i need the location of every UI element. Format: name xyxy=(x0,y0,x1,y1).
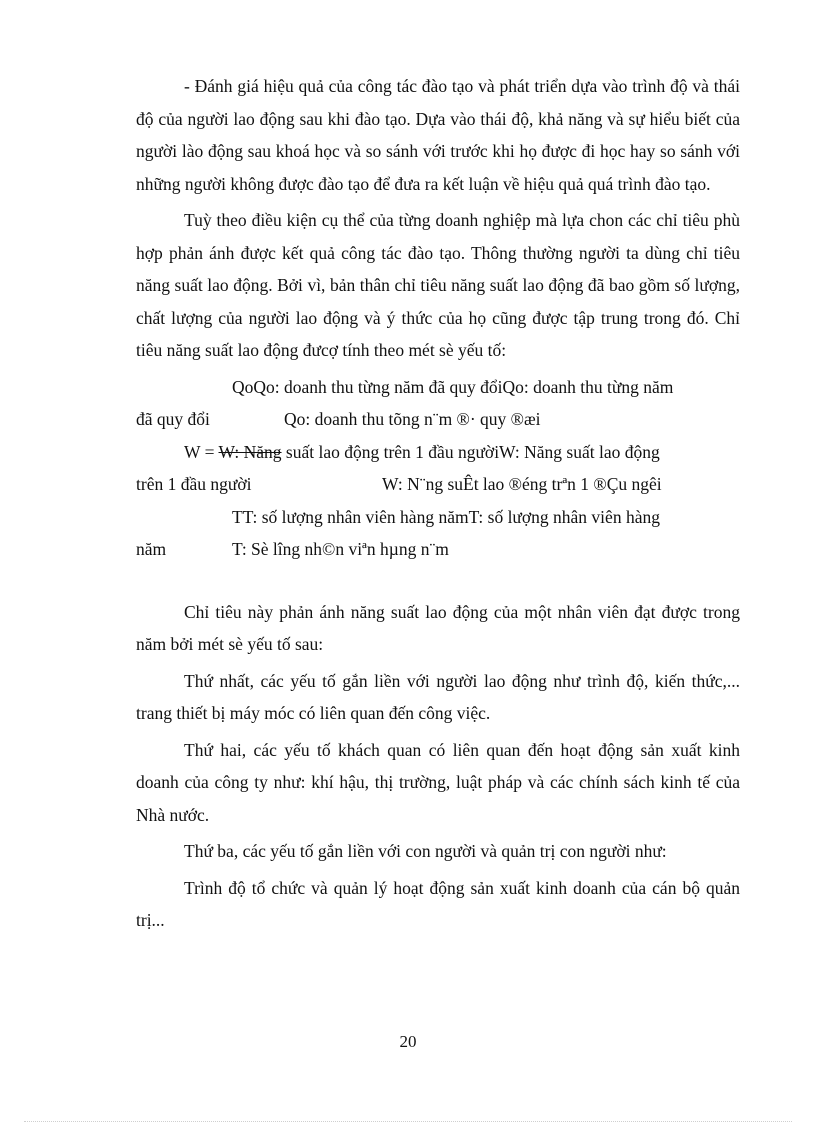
formula-line-4a: trên 1 đầu người xyxy=(136,474,252,494)
paragraph-management: Trình độ tổ chức và quản lý hoạt động sản xuất kinh doanh của cán bộ quản trị... xyxy=(136,877,740,930)
formula-line-4b: W: N¨ng suÊt lao ®éng trªn 1 ®Çu ngêi xyxy=(382,474,662,494)
paragraph-third-factor: Thứ ba, các yếu tố gắn liền với con người và quản trị con người như: xyxy=(184,841,667,861)
page-bottom-divider xyxy=(24,1121,792,1122)
paragraph-criteria: Tuỳ theo điều kiện cụ thể của từng doanh nghiệp mà lựa chon các chỉ tiêu phù hợp phản ánh được kết quả công tác đào tạo. Thông thường người ta dùng chỉ tiêu năng suất lao động. Bởi vì, bản thân chỉ tiêu năng suất lao động đã bao gồm số lượng, chất lượng của người lao động và ý thức của họ cũng được tập trung trong đó. Chỉ tiêu năng suất lao động đưcợ tính theo mét sè yếu tố: xyxy=(136,210,740,360)
page-number: 20 xyxy=(399,1032,417,1051)
formula-block xyxy=(136,371,740,566)
formula-w-equals: W = W: Năng suất lao động trên 1 đầu ngườiW: Năng suất lao động xyxy=(184,441,660,462)
paragraph-first-factor: Thứ nhất, các yếu tố gắn liền với người lao động như trình độ, kiến thức,... trang thiết bị máy móc có liên quan đến công việc. xyxy=(136,670,740,723)
formula-line-6b: T: Sè lîng nh©n viªn hµng n¨m xyxy=(232,539,449,559)
paragraph-evaluation: - Đánh giá hiệu quả của công tác đào tạo và phát triển dựa vào trình độ và thái độ của người lao động sau khi đào tạo. Dựa vào thái độ, khả năng và sự hiểu biết của người lào động sau khoá học và so sánh với trước khi họ được đi học hay so sánh với những người không được đào tạo để đưa ra kết luận về hiệu quả quá trình đào tạo. xyxy=(136,76,740,194)
body-text xyxy=(136,70,740,941)
paragraph-second-factor: Thứ hai, các yếu tố khách quan có liên quan đến hoạt động sản xuất kinh doanh của công ty như: khí hậu, thị trường, luật pháp và các chính sách kinh tế của Nhà nước. xyxy=(136,739,740,825)
formula-line-1: QoQo: doanh thu từng năm đã quy đổiQo: doanh thu từng năm xyxy=(232,376,674,397)
paragraph-explanation: Chỉ tiêu này phản ánh năng suất lao động của một nhân viên đạt được trong năm bởi mét sè yếu tố sau: xyxy=(136,601,740,654)
formula-line-2a: đã quy đổi xyxy=(136,409,210,429)
formula-line-5: TT: số lượng nhân viên hàng nămT: số lượng nhân viên hàng xyxy=(232,506,660,527)
formula-line-2b: Qo: doanh thu tõng n¨m ®· quy ®æi xyxy=(284,409,541,429)
formula-line-6a: năm xyxy=(136,539,167,559)
